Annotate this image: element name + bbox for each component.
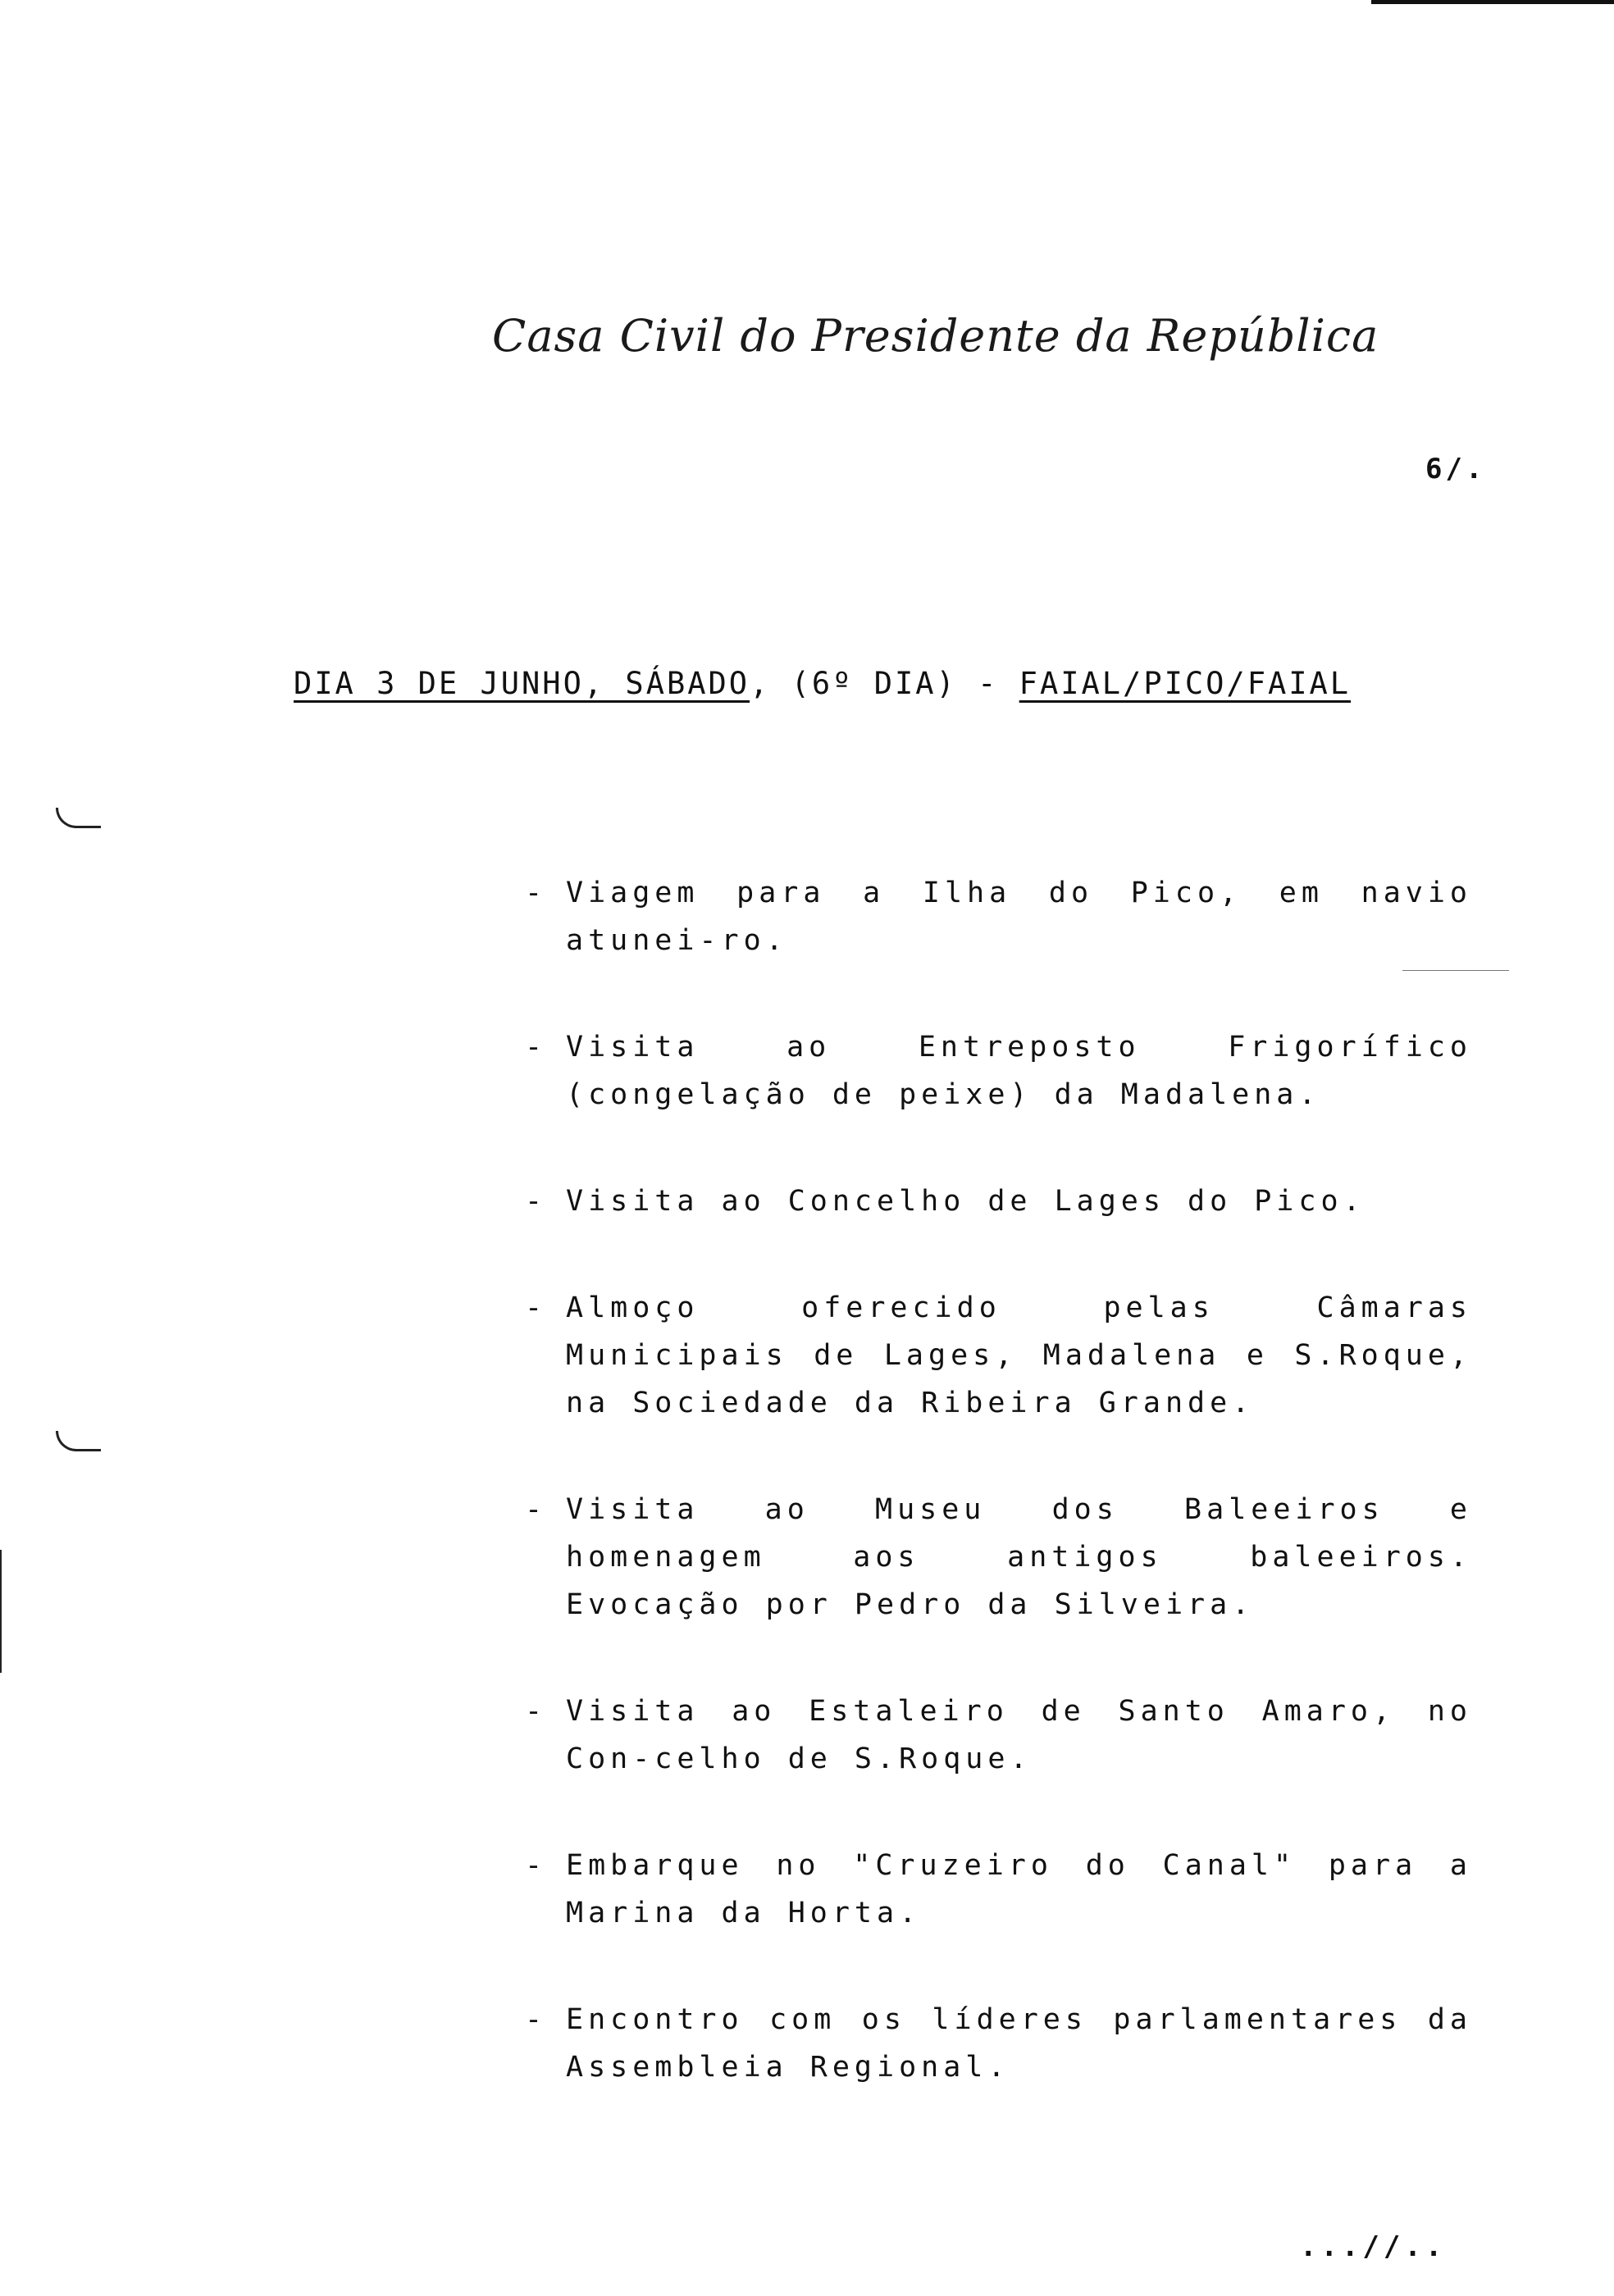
agenda-item: [525, 1486, 1472, 1629]
title-date: DIA 3 DE JUNHO, SÁBADO: [294, 666, 750, 701]
item-dash: -: [525, 1695, 548, 1728]
top-edge-rule: [1371, 0, 1614, 4]
agenda-list: [525, 869, 1472, 2150]
agenda-item: [525, 1178, 1472, 1225]
left-margin-mark: [56, 1431, 101, 1451]
agenda-item: [525, 1023, 1472, 1118]
continuation-mark: ...//..: [1300, 2230, 1447, 2263]
item-text: Encontro com os líderes parlamentares da Assembleia Regional.: [566, 2003, 1472, 2084]
agenda-item: [525, 1284, 1472, 1427]
item-dash: -: [525, 1031, 548, 1064]
item-text: Visita ao Entreposto Frigorífico (congelação de peixe) da Madalena.: [566, 1031, 1472, 1111]
item-dash: -: [525, 1493, 548, 1526]
item-dash: -: [525, 1292, 548, 1324]
item-text: Visita ao Estaleiro de Santo Amaro, no Con-celho de S.Roque.: [566, 1695, 1472, 1775]
left-margin-mark: [56, 808, 101, 828]
item-dash: -: [525, 1185, 548, 1218]
item-dash: -: [525, 2003, 548, 2036]
title-day: , (6º DIA) -: [750, 666, 1019, 701]
agenda-item: [525, 1842, 1472, 1937]
item-text: Almoço oferecido pelas Câmaras Municipais de Lages, Madalena e S.Roque, na Sociedade da Ribeira Grande.: [566, 1292, 1472, 1419]
agenda-item: [525, 1688, 1472, 1783]
page-title: [294, 666, 1352, 701]
title-location: FAIAL/PICO/FAIAL: [1019, 666, 1352, 701]
agenda-item: [525, 869, 1472, 964]
left-edge-rule: [0, 1550, 2, 1673]
item-text: Visita ao Concelho de Lages do Pico.: [566, 1185, 1366, 1218]
page-number: 6/.: [1425, 453, 1486, 485]
letterhead: Casa Civil do Presidente da República: [492, 310, 1379, 362]
item-dash: -: [525, 877, 548, 909]
item-dash: -: [525, 1849, 548, 1882]
agenda-item: [525, 1996, 1472, 2091]
item-text: Embarque no "Cruzeiro do Canal" para a Marina da Horta.: [566, 1849, 1472, 1929]
item-text: Visita ao Museu dos Baleeiros e homenagem aos antigos baleeiros. Evocação por Pedro da Silveira.: [566, 1493, 1472, 1621]
item-text: Viagem para a Ilha do Pico, em navio atunei-ro.: [566, 877, 1472, 957]
